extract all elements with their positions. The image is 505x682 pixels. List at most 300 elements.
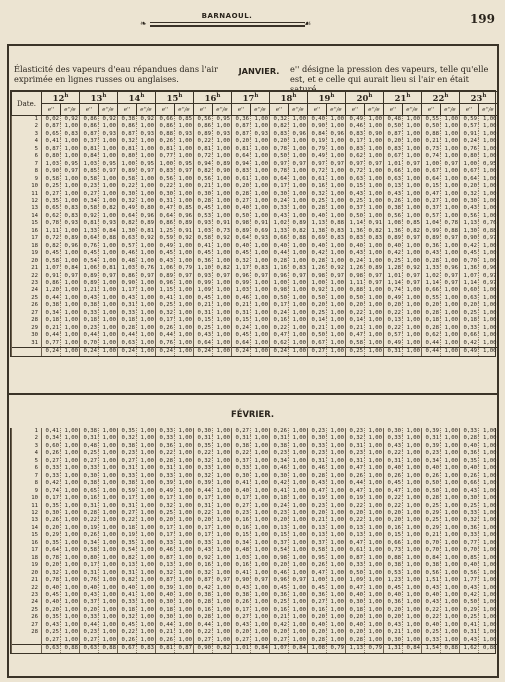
pressure-cell: 0,98 bbox=[232, 220, 251, 227]
pressure-cell: 0,94 bbox=[232, 161, 251, 168]
pressure-cell: 0,20 bbox=[42, 525, 61, 532]
date-cell: 1 bbox=[12, 116, 42, 124]
pressure-cell: 0,20 bbox=[42, 607, 61, 614]
ratio-cell: 1,00 bbox=[289, 348, 308, 356]
pressure-cell: 0,58 bbox=[118, 176, 137, 183]
pressure-cell: 0,94 bbox=[194, 161, 213, 168]
pressure-cell: 0,40 bbox=[232, 205, 251, 212]
ratio-cell: 0,79 bbox=[365, 645, 384, 653]
pressure-cell: 0,80 bbox=[460, 153, 479, 160]
ratio-cell: 1,00 bbox=[327, 555, 346, 562]
ratio-cell: 1,00 bbox=[365, 450, 384, 457]
ratio-cell: 1,00 bbox=[327, 480, 346, 487]
pressure-cell: 0,34 bbox=[80, 198, 99, 205]
ratio-cell: 1,00 bbox=[137, 138, 156, 145]
ratio-cell: 1,00 bbox=[403, 198, 422, 205]
pressure-cell: 0,31 bbox=[346, 458, 365, 465]
pressure-cell: 0,22 bbox=[422, 614, 441, 621]
pressure-cell: 0,96 bbox=[232, 273, 251, 280]
ratio-cell: 1,00 bbox=[327, 458, 346, 465]
pressure-cell: 0,22 bbox=[118, 517, 137, 524]
date-cell: 3 bbox=[12, 131, 42, 138]
section-divider bbox=[7, 393, 499, 395]
pressure-cell: 0,45 bbox=[118, 622, 137, 629]
pressure-cell: 0,26 bbox=[80, 532, 99, 539]
pressure-cell: 0,49 bbox=[156, 243, 175, 250]
ratio-cell: 1,00 bbox=[479, 473, 498, 480]
pressure-cell: 0,22 bbox=[118, 629, 137, 636]
ratio-cell: 1,00 bbox=[327, 614, 346, 621]
pressure-cell: 0,32 bbox=[118, 435, 137, 442]
ratio-cell: 1,00 bbox=[213, 473, 232, 480]
pressure-cell: 1,26 bbox=[346, 265, 365, 272]
ratio-cell: 1,00 bbox=[365, 258, 384, 265]
pressure-cell: 0,30 bbox=[270, 473, 289, 480]
pressure-cell: 0,40 bbox=[156, 592, 175, 599]
pressure-cell: 1,07 bbox=[42, 265, 61, 272]
pressure-cell: 0,13 bbox=[308, 525, 327, 532]
pressure-cell: 1,09 bbox=[346, 577, 365, 584]
ratio-cell: 1,00 bbox=[99, 428, 118, 435]
pressure-cell: 0,99 bbox=[232, 280, 251, 287]
pressure-cell: 0,32 bbox=[118, 138, 137, 145]
ratio-cell: 0,82 bbox=[213, 265, 232, 272]
pressure-cell: 1,00 bbox=[270, 280, 289, 287]
pressure-cell: 0,24 bbox=[346, 258, 365, 265]
date-cell: 21 bbox=[12, 577, 42, 584]
ratio-cell: 1,00 bbox=[441, 517, 460, 524]
pressure-cell: 0,47 bbox=[156, 205, 175, 212]
pressure-cell: 0,27 bbox=[118, 510, 137, 517]
pressure-cell: 1,25 bbox=[156, 228, 175, 235]
date-column-header: Date. bbox=[12, 92, 42, 116]
ratio-cell: 1,00 bbox=[403, 599, 422, 606]
pressure-cell: 0,40 bbox=[460, 562, 479, 569]
hour-suffix: h bbox=[330, 92, 335, 99]
pressure-cell: 0,23 bbox=[80, 183, 99, 190]
ratio-cell: 1,00 bbox=[365, 562, 384, 569]
ratio-cell: 1,00 bbox=[99, 570, 118, 577]
ratio-cell: 1,00 bbox=[289, 123, 308, 130]
pressure-cell: 0,39 bbox=[422, 443, 441, 450]
ratio-cell: 1,00 bbox=[479, 570, 498, 577]
pressure-cell: 0,64 bbox=[80, 235, 99, 242]
pressure-cell: 0,37 bbox=[232, 458, 251, 465]
pressure-cell: 1,36 bbox=[346, 228, 365, 235]
pressure-cell: 0,40 bbox=[308, 243, 327, 250]
pressure-cell: 0,40 bbox=[346, 592, 365, 599]
ratio-cell: 1,00 bbox=[61, 191, 80, 198]
table-row bbox=[12, 599, 498, 606]
pressure-cell: 0,16 bbox=[232, 517, 251, 524]
ratio-cell: 0,88 bbox=[479, 228, 498, 235]
pressure-cell: 0,21 bbox=[422, 138, 441, 145]
ratio-cell: 1,00 bbox=[403, 317, 422, 324]
ratio-cell: 1,00 bbox=[251, 532, 270, 539]
ratio-cell: 1,00 bbox=[289, 629, 308, 636]
ratio-cell: 1,00 bbox=[175, 495, 194, 502]
pressure-cell: 0,17 bbox=[346, 138, 365, 145]
ratio-cell: 1,00 bbox=[479, 585, 498, 592]
ratio-cell: 1,00 bbox=[137, 614, 156, 621]
ratio-cell: 1,00 bbox=[479, 176, 498, 183]
table-row bbox=[12, 592, 498, 599]
ratio-cell: 1,00 bbox=[175, 614, 194, 621]
ratio-cell: 0,97 bbox=[365, 280, 384, 287]
ratio-cell: 1,00 bbox=[251, 510, 270, 517]
ratio-cell: 1,00 bbox=[441, 547, 460, 554]
ratio-cell: 0,79 bbox=[327, 645, 346, 653]
hour-suffix: h bbox=[216, 92, 221, 99]
ratio-cell: 1,00 bbox=[175, 198, 194, 205]
pressure-cell: 0,86 bbox=[194, 123, 213, 130]
pressure-cell: 0,98 bbox=[346, 273, 365, 280]
pressure-cell: 0,31 bbox=[384, 458, 403, 465]
ratio-cell: 1,00 bbox=[479, 310, 498, 317]
pressure-cell: 0,23 bbox=[118, 450, 137, 457]
pressure-cell: 0,31 bbox=[194, 435, 213, 442]
pressure-cell: 1,51 bbox=[422, 577, 441, 584]
table-row bbox=[12, 116, 498, 124]
date-cell: 27 bbox=[12, 622, 42, 629]
ratio-cell: 0,97 bbox=[365, 273, 384, 280]
pressure-cell: 0,43 bbox=[422, 250, 441, 257]
pressure-cell: 0,24 bbox=[118, 348, 137, 356]
ratio-cell: 1,00 bbox=[61, 473, 80, 480]
ratio-cell: 0,93 bbox=[251, 235, 270, 242]
hour-column-header bbox=[346, 92, 384, 104]
ratio-cell: 1,00 bbox=[441, 614, 460, 621]
ratio-cell: 1,00 bbox=[441, 325, 460, 332]
pressure-cell: 0,20 bbox=[422, 302, 441, 309]
table-row bbox=[12, 168, 498, 175]
pressure-cell: 0,72 bbox=[194, 153, 213, 160]
ratio-cell: 1,00 bbox=[403, 517, 422, 524]
pressure-cell: 0,33 bbox=[118, 599, 137, 606]
pressure-cell: 0,31 bbox=[118, 570, 137, 577]
ratio-cell: 1,00 bbox=[327, 562, 346, 569]
pressure-cell: 0,31 bbox=[232, 435, 251, 442]
pressure-cell: 0,36 bbox=[460, 525, 479, 532]
ratio-cell: 1,00 bbox=[61, 637, 80, 645]
pressure-cell: 0,83 bbox=[384, 146, 403, 153]
pressure-cell: 0,59 bbox=[118, 488, 137, 495]
date-cell: 21 bbox=[12, 265, 42, 272]
pressure-cell: 0,30 bbox=[384, 428, 403, 435]
ratio-cell: 1,00 bbox=[289, 517, 308, 524]
pressure-cell: 1,08 bbox=[308, 645, 327, 653]
pressure-cell: 0,25 bbox=[270, 599, 289, 606]
pressure-cell: 0,17 bbox=[118, 495, 137, 502]
ratio-cell: 1,00 bbox=[479, 592, 498, 599]
ratio-cell: 0,82 bbox=[99, 205, 118, 212]
ratio-cell: 1,00 bbox=[251, 547, 270, 554]
ratio-cell: 0,95 bbox=[137, 161, 156, 168]
pressure-cell: 0,58 bbox=[42, 176, 61, 183]
ratio-cell: 1,00 bbox=[327, 510, 346, 517]
pressure-cell: 1,09 bbox=[194, 287, 213, 294]
pressure-cell: 0,42 bbox=[460, 340, 479, 348]
ratio-cell: 1,00 bbox=[137, 637, 156, 645]
ratio-cell: 1,00 bbox=[479, 555, 498, 562]
pressure-cell: 0,19 bbox=[80, 525, 99, 532]
hour-column-header bbox=[80, 92, 118, 104]
table-row bbox=[12, 525, 498, 532]
ratio-cell: 1,00 bbox=[61, 332, 80, 339]
ratio-cell: 1,00 bbox=[365, 443, 384, 450]
ratio-cell: 1,00 bbox=[61, 629, 80, 636]
pressure-cell: 0,30 bbox=[346, 599, 365, 606]
ratio-cell: 1,00 bbox=[251, 302, 270, 309]
ratio-cell: 1,00 bbox=[327, 123, 346, 130]
ratio-cell: 1,00 bbox=[365, 577, 384, 584]
ratio-cell: 0,69 bbox=[251, 228, 270, 235]
january-table bbox=[10, 90, 496, 357]
ratio-cell: 1,00 bbox=[137, 540, 156, 547]
pressure-cell: 0,47 bbox=[422, 191, 441, 198]
ratio-cell: 1,00 bbox=[251, 138, 270, 145]
pressure-cell: 0,28 bbox=[460, 435, 479, 442]
ratio-cell: 1,00 bbox=[327, 577, 346, 584]
hour-value: 20 bbox=[356, 92, 369, 103]
pressure-cell: 0,28 bbox=[422, 325, 441, 332]
pressure-cell: 0,31 bbox=[156, 198, 175, 205]
pressure-cell: 0,33 bbox=[270, 205, 289, 212]
pressure-cell: 0,83 bbox=[346, 235, 365, 242]
pressure-cell: 0,24 bbox=[232, 325, 251, 332]
table-row bbox=[12, 191, 498, 198]
ratio-cell: 1,00 bbox=[99, 153, 118, 160]
ratio-cell: 1,00 bbox=[61, 258, 80, 265]
pressure-cell: 0,73 bbox=[422, 146, 441, 153]
ratio-cell: 1,00 bbox=[441, 532, 460, 539]
ratio-cell: 1,00 bbox=[61, 480, 80, 487]
ratio-cell: 1,00 bbox=[99, 525, 118, 532]
ratio-cell: 1,00 bbox=[213, 547, 232, 554]
ratio-cell: 1,00 bbox=[99, 332, 118, 339]
pressure-cell: 0,44 bbox=[80, 622, 99, 629]
ratio-cell: 1,00 bbox=[251, 465, 270, 472]
ratio-cell: 1,00 bbox=[99, 503, 118, 510]
ratio-cell: 1,00 bbox=[327, 450, 346, 457]
pressure-cell: 0,42 bbox=[42, 480, 61, 487]
ratio-cell: 0,83 bbox=[61, 213, 80, 220]
pressure-cell: 0,39 bbox=[194, 480, 213, 487]
pressure-cell: 0,90 bbox=[118, 280, 137, 287]
pressure-cell: 0,43 bbox=[42, 622, 61, 629]
date-cell: 4 bbox=[12, 450, 42, 457]
ratio-cell: 1,00 bbox=[441, 473, 460, 480]
pressure-cell: 0,41 bbox=[156, 295, 175, 302]
ratio-cell: 1,00 bbox=[61, 325, 80, 332]
pressure-cell: 0,21 bbox=[156, 629, 175, 636]
ratio-cell: 0,97 bbox=[365, 161, 384, 168]
ratio-cell: 1,00 bbox=[441, 295, 460, 302]
ratio-cell: 1,00 bbox=[137, 191, 156, 198]
pressure-cell: 0,56 bbox=[384, 213, 403, 220]
ratio-cell: 1,00 bbox=[213, 495, 232, 502]
caption-month: JANVIER. bbox=[238, 66, 280, 76]
pressure-cell: 0,27 bbox=[80, 637, 99, 645]
pressure-cell: 0,64 bbox=[232, 235, 251, 242]
pressure-cell: 0,58 bbox=[42, 258, 61, 265]
date-cell: 3 bbox=[12, 443, 42, 450]
pressure-cell: 0,62 bbox=[42, 213, 61, 220]
pressure-cell: 0,86 bbox=[80, 123, 99, 130]
ratio-cell: 1,00 bbox=[441, 191, 460, 198]
ratio-cell: 0,83 bbox=[61, 131, 80, 138]
pressure-cell: 0,28 bbox=[232, 191, 251, 198]
ratio-cell: 1,00 bbox=[403, 243, 422, 250]
ratio-cell: 1,00 bbox=[175, 348, 194, 356]
pressure-cell: 0,33 bbox=[80, 614, 99, 621]
ratio-cell: 1,00 bbox=[61, 503, 80, 510]
pressure-cell: 0,24 bbox=[270, 198, 289, 205]
pressure-cell: 0,25 bbox=[42, 629, 61, 636]
pressure-cell: 0,97 bbox=[308, 161, 327, 168]
pressure-cell: 0,40 bbox=[422, 592, 441, 599]
ratio-cell: 1,00 bbox=[289, 570, 308, 577]
ratio-cell: 1,00 bbox=[327, 503, 346, 510]
pressure-cell: 0,63 bbox=[80, 645, 99, 653]
ratio-cell: 1,00 bbox=[327, 205, 346, 212]
ratio-cell: 1,00 bbox=[175, 310, 194, 317]
pressure-cell: 0,62 bbox=[346, 153, 365, 160]
ratio-cell: 1,00 bbox=[403, 532, 422, 539]
ratio-cell: 1,00 bbox=[99, 280, 118, 287]
ratio-cell: 1,00 bbox=[213, 622, 232, 629]
pressure-cell: 0,64 bbox=[422, 176, 441, 183]
pressure-cell: 0,66 bbox=[384, 540, 403, 547]
pressure-cell: 1,33 bbox=[80, 228, 99, 235]
pressure-cell: 1,17 bbox=[118, 287, 137, 294]
pressure-cell: 0,22 bbox=[346, 503, 365, 510]
ratio-cell: 0,85 bbox=[175, 205, 194, 212]
ratio-cell: 1,00 bbox=[137, 123, 156, 130]
ratio-cell: 1,00 bbox=[365, 302, 384, 309]
pressure-cell: 0,83 bbox=[232, 168, 251, 175]
pressure-cell: 0,77 bbox=[42, 340, 61, 348]
pressure-cell: 0,26 bbox=[422, 473, 441, 480]
pressure-cell: 0,23 bbox=[308, 503, 327, 510]
pressure-cell: 0,17 bbox=[156, 532, 175, 539]
pressure-cell: 0,27 bbox=[308, 599, 327, 606]
pressure-cell: 0,43 bbox=[460, 205, 479, 212]
pressure-cell: 0,30 bbox=[270, 191, 289, 198]
ratio-cell: 1,00 bbox=[213, 250, 232, 257]
pressure-cell: 1,10 bbox=[194, 265, 213, 272]
table-row bbox=[12, 577, 498, 584]
ratio-cell: 1,00 bbox=[213, 443, 232, 450]
ratio-cell: 1,00 bbox=[61, 562, 80, 569]
ratio-cell: 1,00 bbox=[479, 302, 498, 309]
table-row bbox=[12, 183, 498, 190]
ratio-cell: 1,00 bbox=[479, 332, 498, 339]
ratio-cell: 0,78 bbox=[441, 220, 460, 227]
ratio-cell: 0,82 bbox=[403, 228, 422, 235]
pressure-cell: 0,50 bbox=[346, 295, 365, 302]
ratio-cell: 0,96 bbox=[327, 131, 346, 138]
ratio-cell: 1,00 bbox=[441, 577, 460, 584]
ratio-cell: 1,00 bbox=[403, 176, 422, 183]
date-cell: 14 bbox=[12, 213, 42, 220]
hour-value: 23 bbox=[470, 92, 483, 103]
pressure-cell: 0,22 bbox=[384, 495, 403, 502]
pressure-cell: 0,21 bbox=[346, 325, 365, 332]
pressure-cell: 1,21 bbox=[80, 287, 99, 294]
pressure-cell: 0,55 bbox=[422, 116, 441, 124]
ratio-cell: 1,00 bbox=[327, 146, 346, 153]
ratio-cell: 0,97 bbox=[213, 273, 232, 280]
ratio-cell: 1,00 bbox=[175, 138, 194, 145]
ratio-cell: 0,97 bbox=[251, 273, 270, 280]
table-row bbox=[12, 547, 498, 554]
pressure-cell: 0,46 bbox=[118, 250, 137, 257]
pressure-cell: 0,87 bbox=[42, 123, 61, 130]
ratio-cell: 1,00 bbox=[441, 183, 460, 190]
ratio-cell: 1,00 bbox=[365, 629, 384, 636]
pressure-cell: 0,40 bbox=[422, 465, 441, 472]
pressure-cell: 0,84 bbox=[308, 131, 327, 138]
pressure-cell: 0,40 bbox=[270, 243, 289, 250]
pressure-cell: 0,33 bbox=[156, 428, 175, 435]
pressure-cell: 0,98 bbox=[270, 555, 289, 562]
ratio-cell: 1,00 bbox=[479, 525, 498, 532]
ratio-cell: 1,00 bbox=[441, 198, 460, 205]
date-cell: 10 bbox=[12, 495, 42, 502]
pressure-cell: 0,56 bbox=[194, 176, 213, 183]
pressure-cell: 0,86 bbox=[118, 123, 137, 130]
ratio-cell: 0,95 bbox=[61, 161, 80, 168]
pressure-cell: 0,28 bbox=[308, 473, 327, 480]
pressure-cell: 0,30 bbox=[80, 473, 99, 480]
vapour-pressure-subheader: e'' bbox=[384, 104, 403, 116]
ratio-cell: 1,00 bbox=[479, 295, 498, 302]
ratio-cell: 1,00 bbox=[175, 250, 194, 257]
ratio-cell: 0,96 bbox=[479, 265, 498, 272]
pressure-cell: 0,55 bbox=[422, 295, 441, 302]
ratio-cell: 1,00 bbox=[99, 317, 118, 324]
ratio-cell: 1,00 bbox=[137, 629, 156, 636]
ratio-cell: 1,00 bbox=[479, 540, 498, 547]
ratio-cell: 1,00 bbox=[137, 435, 156, 442]
ratio-cell: 0,81 bbox=[137, 228, 156, 235]
ratio-subheader: e''/e bbox=[441, 104, 460, 116]
pressure-cell: 0,72 bbox=[346, 168, 365, 175]
pressure-cell: 0,16 bbox=[232, 525, 251, 532]
ratio-cell: 1,00 bbox=[213, 176, 232, 183]
hour-suffix: h bbox=[64, 92, 69, 99]
ratio-cell: 1,00 bbox=[175, 123, 194, 130]
pressure-cell: 0,39 bbox=[156, 585, 175, 592]
pressure-cell: 0,23 bbox=[346, 428, 365, 435]
pressure-cell: 0,96 bbox=[270, 577, 289, 584]
hour-value: 15 bbox=[166, 92, 179, 103]
ratio-cell: 1,00 bbox=[99, 450, 118, 457]
ratio-cell: 1,00 bbox=[213, 153, 232, 160]
pressure-cell: 0,38 bbox=[232, 592, 251, 599]
ratio-cell: 1,00 bbox=[327, 585, 346, 592]
pressure-cell: 0,29 bbox=[422, 525, 441, 532]
pressure-cell: 0,45 bbox=[384, 480, 403, 487]
pressure-cell: 1,20 bbox=[42, 287, 61, 294]
february-table bbox=[10, 428, 496, 654]
ratio-cell: 1,00 bbox=[327, 622, 346, 629]
ratio-cell: 1,00 bbox=[403, 614, 422, 621]
pressure-cell: 1,00 bbox=[118, 161, 137, 168]
pressure-cell: 0,27 bbox=[42, 191, 61, 198]
pressure-cell: 0,38 bbox=[42, 302, 61, 309]
